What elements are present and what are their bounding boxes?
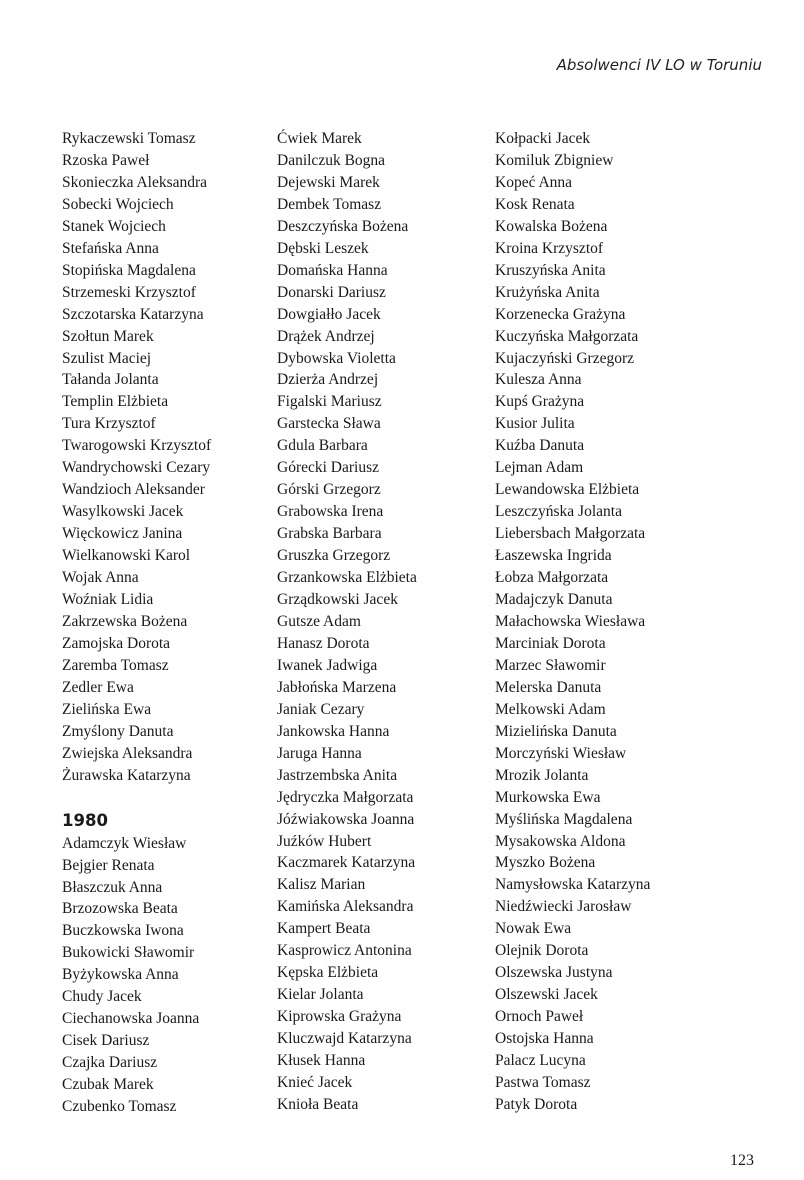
name-entry: Ostojska Hanna xyxy=(495,1030,594,1048)
name-entry: Kopeć Anna xyxy=(495,173,573,191)
name-entry: Juźków Hubert xyxy=(277,832,372,850)
name-entry: Zaremba Tomasz xyxy=(62,656,169,674)
name-entry: Małachowska Wiesława xyxy=(495,612,646,630)
name-entry: Komiluk Zbigniew xyxy=(495,151,614,169)
name-entry: Zmyślony Danuta xyxy=(62,722,174,740)
name-entry: Templin Elżbieta xyxy=(62,393,169,411)
name-entry: Strzemeski Krzysztof xyxy=(62,283,196,301)
name-entry: Woźniak Lidia xyxy=(62,591,154,609)
name-entry: Kosk Renata xyxy=(495,195,575,213)
name-entry: Lewandowska Elżbieta xyxy=(495,481,640,499)
name-entry: Knioła Beata xyxy=(277,1095,359,1113)
name-entry: Zielińska Ewa xyxy=(62,700,152,718)
name-entry: Buczkowska Iwona xyxy=(62,922,184,940)
name-entry: Stanek Wojciech xyxy=(62,217,166,235)
name-entry: Iwanek Jadwiga xyxy=(277,656,378,674)
name-entry: Ćwiek Marek xyxy=(277,130,362,147)
name-entry: Wasylkowski Jacek xyxy=(62,503,184,521)
name-entry: Zwiejska Aleksandra xyxy=(62,744,193,762)
name-entry: Donarski Dariusz xyxy=(277,283,386,301)
name-entry: Kruszyńska Anita xyxy=(495,261,606,279)
name-entry: Żurawska Katarzyna xyxy=(62,766,191,784)
name-list xyxy=(277,128,417,1116)
name-entry: Myślińska Magdalena xyxy=(495,810,633,828)
name-entry: Pastwa Tomasz xyxy=(495,1073,591,1091)
name-entry: Wandzioch Aleksander xyxy=(62,481,205,499)
year-heading: 1980 xyxy=(62,810,108,830)
name-entry: Bejgier Renata xyxy=(62,856,155,874)
name-entry: Olszewska Justyna xyxy=(495,964,613,982)
name-entry: Czajka Dariusz xyxy=(62,1054,158,1072)
name-entry: Nowak Ewa xyxy=(495,920,572,938)
name-entry: Kielar Jolanta xyxy=(277,986,364,1004)
name-entry: Kiprowska Grażyna xyxy=(277,1008,402,1026)
name-entry: Kaczmarek Katarzyna xyxy=(277,854,416,872)
name-entry: Cisek Dariusz xyxy=(62,1032,150,1050)
name-entry: Deszczyńska Bożena xyxy=(277,217,409,235)
name-entry: Kępska Elżbieta xyxy=(277,964,379,982)
name-entry: Jankowska Hanna xyxy=(277,722,390,740)
name-entry: Gdula Barbara xyxy=(277,437,368,455)
name-entry: Kupś Grażyna xyxy=(495,393,585,411)
name-entry: Knieć Jacek xyxy=(277,1073,353,1091)
name-list-1980 xyxy=(62,833,211,1118)
name-entry: Szulist Maciej xyxy=(62,349,152,367)
name-entry: Kuźba Danuta xyxy=(495,437,585,455)
name-column-1 xyxy=(62,128,211,1118)
name-entry: Danilczuk Bogna xyxy=(277,151,386,169)
name-entry: Lejman Adam xyxy=(495,459,584,477)
name-entry: Myszko Bożena xyxy=(495,854,596,872)
name-entry: Mizielińska Danuta xyxy=(495,722,617,740)
name-entry: Kampert Beata xyxy=(277,920,371,938)
name-entry: Namysłowska Katarzyna xyxy=(495,876,651,894)
name-list-continued xyxy=(62,128,211,787)
name-entry: Krużyńska Anita xyxy=(495,283,600,301)
name-entry: Janiak Cezary xyxy=(277,700,365,718)
name-entry: Dzierża Andrzej xyxy=(277,371,379,389)
name-entry: Wielkanowski Karol xyxy=(62,547,191,565)
name-entry: Chudy Jacek xyxy=(62,988,142,1006)
name-entry: Morczyński Wiesław xyxy=(495,744,627,762)
name-entry: Wandrychowski Cezary xyxy=(62,459,211,477)
name-entry: Murkowska Ewa xyxy=(495,788,601,806)
name-entry: Twarogowski Krzysztof xyxy=(62,437,212,455)
name-entry: Dowgiałło Jacek xyxy=(277,305,381,323)
name-entry: Palacz Lucyna xyxy=(495,1052,586,1070)
name-entry: Garstecka Sława xyxy=(277,415,381,433)
name-entry: Brzozowska Beata xyxy=(62,900,178,918)
name-entry: Kasprowicz Antonina xyxy=(277,942,412,960)
name-entry: Hanasz Dorota xyxy=(277,634,370,652)
name-entry: Olszewski Jacek xyxy=(495,986,598,1004)
name-entry: Tura Krzysztof xyxy=(62,415,156,433)
name-entry: Błaszczuk Anna xyxy=(62,878,163,896)
name-entry: Rykaczewski Tomasz xyxy=(62,130,196,147)
name-entry: Szczotarska Katarzyna xyxy=(62,305,204,323)
name-list xyxy=(495,128,650,1116)
name-entry: Jastrzembska Anita xyxy=(277,766,398,784)
name-entry: Tałanda Jolanta xyxy=(62,371,159,389)
name-entry: Kamińska Aleksandra xyxy=(277,898,414,916)
name-entry: Stopińska Magdalena xyxy=(62,261,196,279)
name-entry: Stefańska Anna xyxy=(62,239,159,257)
name-entry: Szołtun Marek xyxy=(62,327,154,345)
name-entry: Niedźwiecki Jarosław xyxy=(495,898,632,916)
name-entry: Łaszewska Ingrida xyxy=(495,547,612,565)
name-entry: Dejewski Marek xyxy=(277,173,380,191)
name-column-2 xyxy=(277,128,417,1116)
name-entry: Górecki Dariusz xyxy=(277,459,379,477)
name-entry: Kłusek Hanna xyxy=(277,1052,366,1070)
name-entry: Jaruga Hanna xyxy=(277,744,362,762)
name-entry: Górski Grzegorz xyxy=(277,481,381,499)
name-entry: Marzec Sławomir xyxy=(495,656,606,674)
name-entry: Grzankowska Elżbieta xyxy=(277,569,417,587)
name-entry: Olejnik Dorota xyxy=(495,942,589,960)
name-entry: Kołpacki Jacek xyxy=(495,130,591,147)
name-entry: Kujaczyński Grzegorz xyxy=(495,349,635,367)
name-entry: Mrozik Jolanta xyxy=(495,766,589,784)
name-entry: Zamojska Dorota xyxy=(62,634,171,652)
name-entry: Grabska Barbara xyxy=(277,525,382,543)
name-entry: Grabowska Irena xyxy=(277,503,384,521)
name-entry: Kalisz Marian xyxy=(277,876,366,894)
name-entry: Dębski Leszek xyxy=(277,239,369,257)
name-entry: Madajczyk Danuta xyxy=(495,591,613,609)
name-entry: Zedler Ewa xyxy=(62,678,134,696)
name-entry: Byżykowska Anna xyxy=(62,966,179,984)
name-entry: Melerska Danuta xyxy=(495,678,602,696)
name-entry: Kroina Krzysztof xyxy=(495,239,604,257)
name-entry: Figalski Mariusz xyxy=(277,393,382,411)
name-entry: Gruszka Grzegorz xyxy=(277,547,391,565)
running-header: Absolwenci IV LO w Toruniu xyxy=(556,56,762,74)
name-entry: Kusior Julita xyxy=(495,415,575,433)
name-entry: Rzoska Paweł xyxy=(62,151,150,169)
name-entry: Marciniak Dorota xyxy=(495,634,606,652)
name-entry: Kuczyńska Małgorzata xyxy=(495,327,639,345)
name-entry: Łobza Małgorzata xyxy=(495,569,609,587)
name-entry: Melkowski Adam xyxy=(495,700,606,718)
name-entry: Korzenecka Grażyna xyxy=(495,305,626,323)
name-entry: Adamczyk Wiesław xyxy=(62,834,187,852)
name-entry: Sobecki Wojciech xyxy=(62,195,174,213)
page-number: 123 xyxy=(730,1152,754,1169)
name-entry: Kowalska Bożena xyxy=(495,217,608,235)
name-entry: Kulesza Anna xyxy=(495,371,582,389)
name-entry: Wojak Anna xyxy=(62,569,139,587)
name-entry: Kluczwajd Katarzyna xyxy=(277,1030,412,1048)
name-entry: Drążek Andrzej xyxy=(277,327,375,345)
name-entry: Ciechanowska Joanna xyxy=(62,1010,200,1028)
name-entry: Leszczyńska Jolanta xyxy=(495,503,622,521)
name-entry: Jabłońska Marzena xyxy=(277,678,397,696)
name-entry: Zakrzewska Bożena xyxy=(62,612,188,630)
name-entry: Grządkowski Jacek xyxy=(277,591,398,609)
name-entry: Dybowska Violetta xyxy=(277,349,396,367)
name-entry: Mysakowska Aldona xyxy=(495,832,626,850)
name-column-3 xyxy=(495,128,650,1116)
name-entry: Dembek Tomasz xyxy=(277,195,382,213)
name-entry: Czubak Marek xyxy=(62,1076,154,1094)
name-entry: Domańska Hanna xyxy=(277,261,388,279)
name-entry: Bukowicki Sławomir xyxy=(62,944,195,962)
name-entry: Skonieczka Aleksandra xyxy=(62,173,208,191)
name-entry: Gutsze Adam xyxy=(277,612,361,630)
name-entry: Więckowicz Janina xyxy=(62,525,183,543)
name-entry: Jóźwiakowska Joanna xyxy=(277,810,415,828)
name-entry: Czubenko Tomasz xyxy=(62,1098,177,1116)
name-entry: Liebersbach Małgorzata xyxy=(495,525,646,543)
name-entry: Jędryczka Małgorzata xyxy=(277,788,414,806)
name-entry: Patyk Dorota xyxy=(495,1095,578,1113)
name-entry: Ornoch Paweł xyxy=(495,1008,584,1026)
